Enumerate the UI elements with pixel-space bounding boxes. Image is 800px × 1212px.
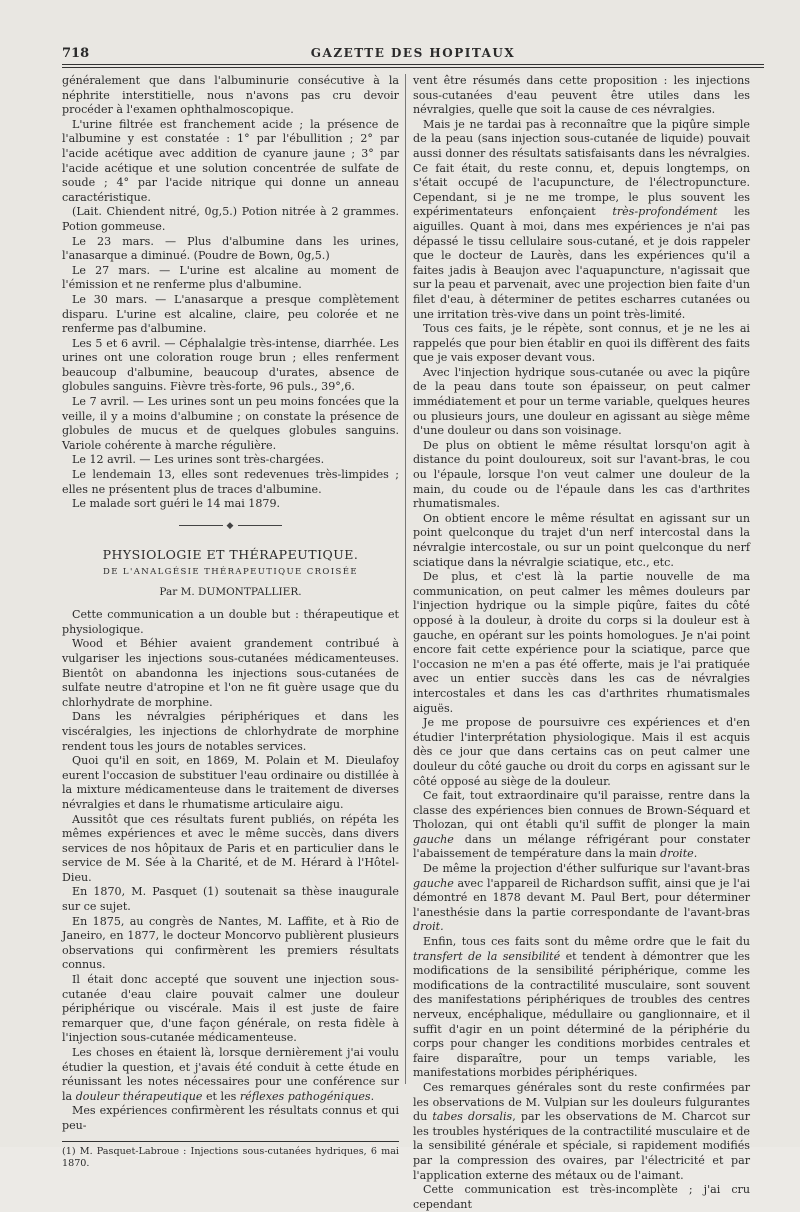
paragraph: On obtient encore le même résultat en agissant sur un point quelconque du trajet d'un nerf intercostal dans la névralgie intercostale, ou sur un point quelconque du nerf sciatique dans la névralgie sciatique, etc., etc. <box>413 511 750 569</box>
paragraph: Aussitôt que ces résultats furent publiés, on répéta les mêmes expériences et avec le même succès, dans divers services de nos hôpitaux de Paris et en particulier dans le service de M. Sée à la Charité, et de M. Hérard à l'Hôtel-Dieu. <box>62 812 399 884</box>
paragraph: Le 12 avril. — Les urines sont très-chargées. <box>72 453 325 467</box>
paragraph: Quoi qu'il en soit, en 1869, M. Polain et M. Dieulafoy eurent l'occasion de substituer l'eau ordinaire ou distillée à la mixture médicamenteuse dans le traitement de diverses névralgies et dans le rhumatisme articulaire aigu. <box>62 754 399 811</box>
paragraph: (Lait. Chiendent nitré, 0g,5.) Potion nitrée à 2 grammes. Potion gommeuse. <box>62 205 399 233</box>
section-author: Par M. DUMONTPALLIER. <box>159 585 302 598</box>
paragraph: Le 27 mars. — L'urine est alcaline au moment de l'émission et ne renferme plus d'albumine. <box>62 263 399 292</box>
paragraph: Tous ces faits, je le répète, sont connus, et je ne les ai rappelés que pour bien établir en quoi ils diffèrent des faits que je vais exposer devant vous. <box>413 322 750 365</box>
italic-run: très-profondément <box>612 205 718 219</box>
paragraph: vent être résumés dans cette proposition : les injections sous-cutanées d'eau peuvent être utiles dans les névralgies, quelle que soit la cause de ces névralgies. <box>413 74 750 117</box>
paragraph: Le 23 mars. — Plus d'albumine dans les urines, l'anasarque a diminué. (Poudre de Bown, 0g,5.) <box>62 234 399 263</box>
text-run: Mais je ne tardai pas à reconnaître que la piqûre simple de la peau (sans injection sous-cutanée de liquide) pouvait aussi donner des résultats satisfaisants dans les névralgies. Ce fait était, du reste connu, et, depuis longtemps, on s'était occupé de l'acupuncture, de l'électropuncture. Cependant, si je ne me trompe, le plus souvent les expérimentateurs enfonçaient <box>413 117 750 219</box>
paragraph: En 1875, au congrès de Nantes, M. Laffite, et à Rio de Janeiro, en 1877, le docteur Moncorvo publièrent plusieurs observations qui confirmèrent les premiers résultats connus. <box>62 914 399 972</box>
italic-run: gauche <box>413 832 454 846</box>
paragraph: Cette communication est très-incomplète ; j'ai cru cependant <box>413 1183 750 1211</box>
paragraph <box>413 789 750 862</box>
section-separator: ◆ <box>176 519 286 534</box>
italic-run: réflexes pathogéniques <box>239 1089 371 1103</box>
italic-run: douleur thérapeutique <box>75 1089 203 1103</box>
paragraph: Il était donc accepté que souvent une injection sous-cutanée d'eau claire pouvait calmer une douleur périphérique ou viscérale. Mais il est juste de faire remarquer que, d'une façon générale, on resta fidèle à l'injection sous-cutanée médicamenteuse. <box>62 973 399 1045</box>
page-number: 718 <box>62 46 90 61</box>
paragraph <box>413 1081 750 1183</box>
paragraph: Mes expériences confirmèrent les résultats connus et qui peu- <box>62 1104 399 1132</box>
text-run: dans un mélange réfrigérant pour constater l'abaissement de température dans la main <box>413 832 751 861</box>
italic-run: gauche <box>413 876 454 890</box>
paragraph <box>413 935 750 1081</box>
right-column <box>413 74 750 1212</box>
paragraph: Le lendemain 13, elles sont redevenues très-limpides ; elles ne présentent plus de traces d'albumine. <box>62 468 399 496</box>
italic-run: tabes dorsalis <box>432 1110 513 1124</box>
paragraph: Le malade sort guéri le 14 mai 1879. <box>72 497 281 511</box>
paragraph: généralement que dans l'albuminurie consécutive à la néphrite interstitielle, nous n'avons pas cru devoir procéder à l'examen ophthalmoscopique. <box>62 74 399 117</box>
paragraph: En 1870, M. Pasquet (1) soutenait sa thèse inaugurale sur ce sujet. <box>62 885 399 914</box>
text-run: Ce fait, tout extraordinaire qu'il paraisse, rentre dans la classe des expériences bien connues de Brown-Séquard et Tholozan, qui ont établi qu'il suffit de plonger la main <box>413 789 750 832</box>
text-run: avec l'appareil de Richardson suffit, ainsi que je l'ai démontré en 1878 devant M. Paul Bert, pour déterminer l'anesthésie dans la partie correspondante de l'avant-bras <box>413 876 750 919</box>
left-column <box>62 74 399 1171</box>
paragraph: L'urine filtrée est franchement acide ; la présence de l'albumine y est constatée : 1° par l'ébullition ; 2° par l'acide acétique avec addition de cyanure jaune ; 3° par l'acide acétique et une solution concentrée de sulfate de soude ; 4° par l'acide nitrique qui donne un anneau caractéristique. <box>62 117 399 204</box>
italic-run: droite. <box>660 847 698 861</box>
running-title: GAZETTE DES HOPITAUX <box>310 46 516 60</box>
header-rule <box>62 64 764 68</box>
text-run: et tendent à démontrer que les modifications de la sensibilité périphérique, comme les modifications de la contractilité musculaire, sont souvent des manifestations périphériques de troubles des centres nerveux, encéphalique, médullaire ou ganglionnaire, et il suffit d'agir en un point déterminé de la périphérie du corps pour changer les conditions morbides centrales et faire disparaître, pour un temps variable, les manifestations morbides périphériques. <box>413 949 751 1080</box>
paragraph: Le 7 avril. — Les urines sont un peu moins foncées que la veille, il y a moins d'albumine ; on constate la présence de globules de mucus et de quelques globules sanguins. Variole cohérente à marche régulière. <box>62 395 399 452</box>
paragraph: De plus on obtient le même résultat lorsqu'on agit à distance du point douloureux, soit sur l'avant-bras, le cou ou l'épaule, lorsque l'on veut calmer une douleur de la main, du coude ou de l'épaule dans les cas d'arthrites rhumatismales. <box>413 438 750 511</box>
text-columns <box>62 74 764 1211</box>
italic-run: droit. <box>413 920 444 934</box>
text-run: Ces remarques générales sont du reste confirmées par les observations de M. Vulpian sur les douleurs fulgurantes du <box>413 1080 750 1124</box>
paragraph: Dans les névralgies périphériques et dans les viscéralgies, les injections de chlorhydrate de morphine rendent tous les jours de notables services. <box>62 710 399 753</box>
column-divider <box>405 74 406 1084</box>
text-run: De même la projection d'éther sulfurique sur l'avant-bras <box>423 862 750 876</box>
paragraph: Les 5 et 6 avril. — Céphalalgie très-intense, diarrhée. Les urines ont une coloration rouge brun ; elles renferment beaucoup d'albumine, beaucoup d'urates, absence de globules sanguins. Fièvre très-forte, 96 puls., 39°,6. <box>62 336 399 394</box>
footnote-rule <box>62 1141 399 1142</box>
text-run: les aiguilles. Quant à moi, dans mes expériences je n'ai pas dépassé le tissu cellulaire sous-cutané, et je dois rappeler que le docteur de Laurès, dans les expériences qu'il a faites jadis à Beaujon avec l'aquapuncture, n'agissait que sur la peau et parvenait, avec une projection bien faite d'un filet d'eau, à déterminer de petites escharres cutanées ou une irritation très-vive dans un point très-limité. <box>413 205 750 321</box>
paragraph: De plus, et c'est là la partie nouvelle de ma communication, on peut calmer les mêmes douleurs par l'injection hydrique ou la simple piqûre, faites du côté opposé à la douleur, à droite du corps si la douleur est à gauche, en opérant sur les points homologues. Je n'ai point encore fait cette expérience pour la sciatique, parce que l'occasion ne m'en a pas été offerte, mais je l'ai pratiquée avec un entier succès dans les cas de névralgies intercostales et dans les cas d'arthrites rhumatismales aiguës. <box>413 570 750 715</box>
paragraph: Avec l'injection hydrique sous-cutanée ou avec la piqûre de la peau dans toute son épaisseur, on peut calmer immédiatement et pour un terme variable, quelques heures ou plusieurs jours, une douleur en agissant au siège même d'une douleur ou dans son voisinage. <box>413 365 750 438</box>
paragraph: Les choses en étaient là, lorsque dernièrement j'ai voulu étudier la question, et j'avais été conduit à cette étude en réunissant les notes nécessaires pour une conférence sur la douleur thérapeutique et les réflexes pathogéniques. <box>62 1046 399 1103</box>
paragraph <box>413 118 750 322</box>
paragraph: Je me propose de poursuivre ces expériences et d'en étudier l'interprétation physiologique. Mais il est acquis dès ce jour que dans certains cas on peut calmer une douleur du côté gauche ou droit du corps en agissant sur le côté opposé au siège de la douleur. <box>413 716 750 788</box>
paragraph: Le 30 mars. — L'anasarque a presque complètement disparu. L'urine est alcaline, claire, peu colorée et ne renferme pas d'albumine. <box>62 292 399 336</box>
paragraph: Wood et Béhier avaient grandement contribué à vulgariser les injections sous-cutanées médicamenteuses. Bientôt on abandonna les injections sous-cutanées de sulfate neutre d'atropine et l'on ne fit guère usage que du chlorhydrate de morphine. <box>62 637 399 709</box>
text-run: , par les observations de M. Charcot sur les troubles hystériques de la contractilité musculaire et de la sensibilité générale et spéciale, si rapidement modifiés par la compression des ovaires, par l'électricité et par l'application externe des métaux ou de l'aimant. <box>413 1110 751 1182</box>
paragraph: Cette communication a un double but : thérapeutique et physiologique. <box>62 608 399 636</box>
text-run: et les <box>205 1089 237 1103</box>
text-run: Enfin, tous ces faits sont du même ordre que le fait du <box>423 935 750 949</box>
text-run: Les choses en étaient là, lorsque dernièrement j'ai voulu étudier la question, et j'avais été conduit à cette étude en réunissant les notes nécessaires pour une conférence sur la <box>62 1046 399 1103</box>
italic-run: transfert de la sensibilité <box>413 949 561 963</box>
section-title: PHYSIOLOGIE ET THÉRAPEUTIQUE. <box>102 547 359 563</box>
paragraph <box>413 862 750 935</box>
footnote: (1) M. Pasquet-Labroue : Injections sous-cutanées hydriques, 6 mai 1870. <box>62 1145 399 1170</box>
section-subtitle: DE L'ANALGÉSIE THÉRAPEUTIQUE CROISÉE <box>103 567 358 577</box>
